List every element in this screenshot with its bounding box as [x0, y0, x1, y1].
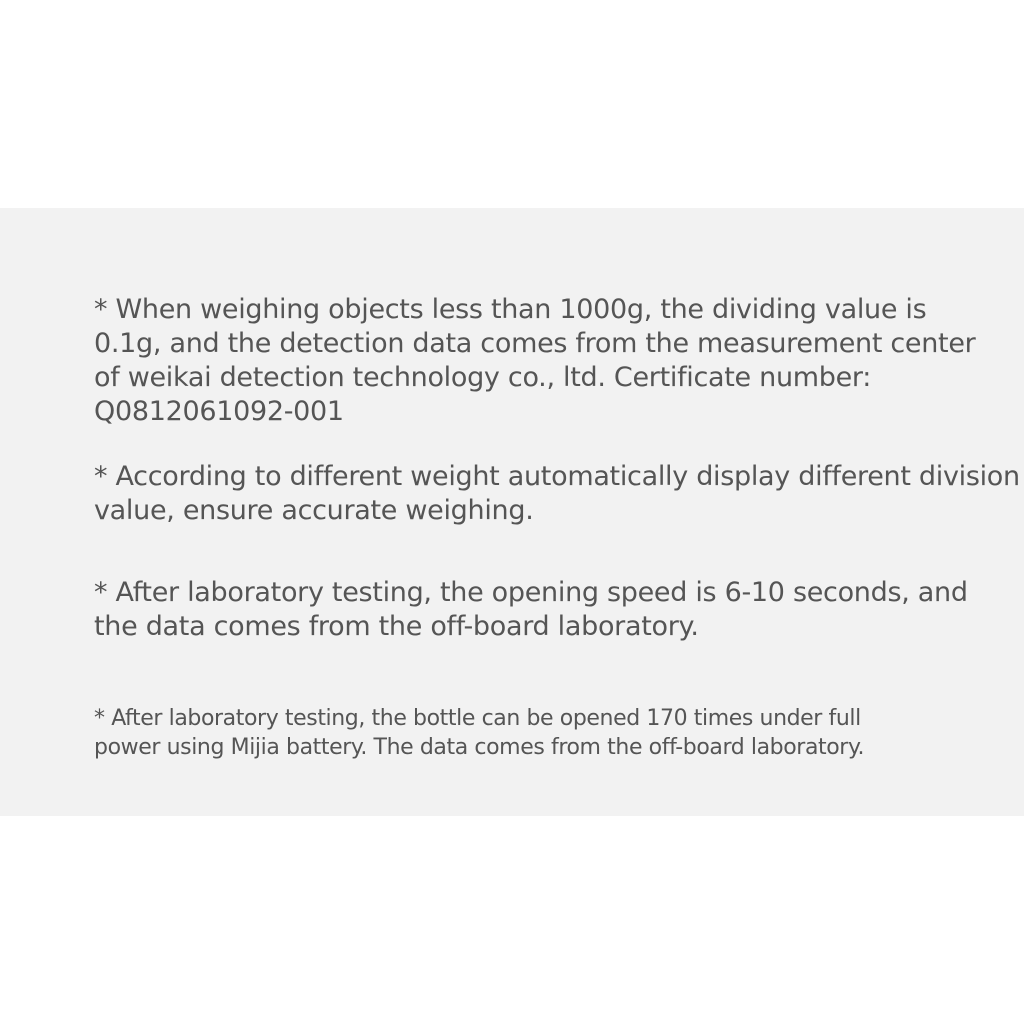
footnote-auto-division: * According to different weight automatically display different division value, ensure accurate weighing.: [94, 461, 1020, 526]
footnote-opening-speed: * After laboratory testing, the opening speed is 6-10 seconds, and the data comes from the off-board laboratory.: [94, 577, 968, 642]
footnote-battery-openings: * After laboratory testing, the bottle can be opened 170 times under full power using Mijia battery. The data comes from the off-board laboratory.: [94, 706, 865, 760]
footnote-division-value: * When weighing objects less than 1000g, the dividing value is 0.1g, and the detection data comes from the measurement center of weikai detection technology co., ltd. Certificate number: Q0812061092-001: [94, 294, 976, 427]
